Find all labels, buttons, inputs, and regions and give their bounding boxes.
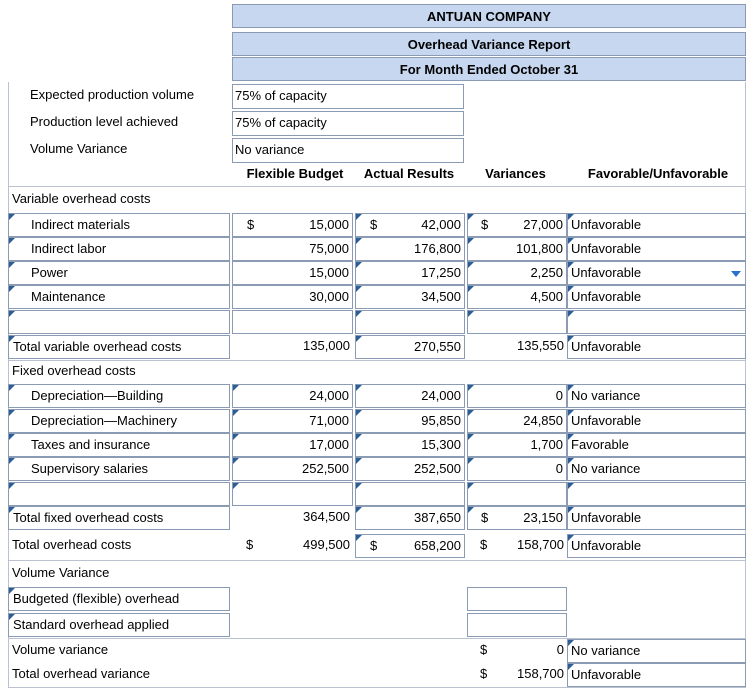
budgeted-overhead-label[interactable]: Budgeted (flexible) overhead	[8, 587, 230, 611]
currency-symbol: $	[370, 538, 378, 553]
currency-symbol: $	[480, 537, 488, 552]
fav-select[interactable]: Unfavorable	[567, 409, 746, 433]
empty-label-input[interactable]	[8, 310, 230, 334]
volume-variance-value: 0	[556, 642, 564, 657]
flexible-value: 17,000	[309, 437, 349, 452]
total-fixed-flexible-value: 364,500	[303, 509, 350, 524]
production-achieved-label: Production level achieved	[30, 114, 179, 129]
total-overhead-variance-cell	[467, 663, 567, 687]
total-overhead-variance-fav-select[interactable]: Unfavorable	[567, 663, 746, 687]
variance-input[interactable]	[467, 384, 567, 408]
total-fixed-actual-input[interactable]	[355, 506, 465, 530]
flexible-input[interactable]	[232, 285, 353, 309]
currency-symbol: $	[247, 217, 255, 232]
actual-value: 34,500	[421, 289, 461, 304]
variance-input[interactable]	[467, 237, 567, 261]
currency-symbol: $	[481, 510, 489, 525]
report-period: For Month Ended October 31	[232, 57, 746, 81]
flexible-value: 15,000	[309, 217, 349, 232]
flexible-value: 75,000	[309, 241, 349, 256]
fav-select[interactable]: Unfavorable	[567, 285, 746, 309]
fav-select[interactable]: Favorable	[567, 433, 746, 457]
variance-input[interactable]	[467, 213, 567, 237]
chevron-down-icon[interactable]	[731, 271, 741, 277]
company-name: ANTUAN COMPANY	[232, 4, 746, 28]
total-variable-flexible	[232, 335, 353, 359]
flexible-value: 15,000	[309, 265, 349, 280]
currency-symbol: $	[370, 217, 378, 232]
flexible-value: 71,000	[309, 413, 349, 428]
variance-value: 2,250	[530, 265, 563, 280]
empty-label-input[interactable]	[8, 482, 230, 506]
volume-variance-row-label: Volume variance	[12, 642, 109, 657]
empty-flexible-input[interactable]	[232, 482, 353, 506]
volume-section-heading: Volume Variance	[12, 565, 110, 580]
total-variable-flexible-value: 135,000	[303, 338, 350, 353]
row-label[interactable]: Depreciation—Building	[8, 384, 230, 408]
variable-heading: Variable overhead costs	[12, 191, 151, 206]
actual-input[interactable]	[355, 261, 465, 285]
report-title: Overhead Variance Report	[232, 32, 746, 56]
total-overhead-actual-value: 658,200	[414, 538, 461, 553]
variance-input[interactable]	[467, 433, 567, 457]
row-label[interactable]: Indirect labor	[8, 237, 230, 261]
standard-applied-label[interactable]: Standard overhead applied	[8, 613, 230, 637]
empty-variance-input[interactable]	[467, 482, 567, 506]
actual-value: 252,500	[414, 461, 461, 476]
actual-input[interactable]	[355, 237, 465, 261]
row-label[interactable]: Supervisory salaries	[8, 457, 230, 481]
variance-value: 27,000	[523, 217, 563, 232]
total-fixed-fav-select[interactable]: Unfavorable	[567, 506, 746, 530]
total-fixed-variance-value: 23,150	[523, 510, 563, 525]
production-achieved-input[interactable]: 75% of capacity	[232, 111, 464, 136]
empty-fav-select[interactable]	[567, 310, 746, 334]
currency-symbol: $	[481, 217, 489, 232]
currency-symbol: $	[246, 537, 254, 552]
col-actual-results: Actual Results	[363, 166, 455, 181]
flexible-input[interactable]	[232, 384, 353, 408]
variance-value: 4,500	[530, 289, 563, 304]
actual-value: 24,000	[421, 388, 461, 403]
total-overhead-variance-label: Total overhead variance	[12, 666, 151, 681]
empty-actual-input[interactable]	[355, 482, 465, 506]
total-overhead-label: Total overhead costs	[12, 537, 132, 552]
flexible-input[interactable]	[232, 213, 353, 237]
total-fixed-label[interactable]: Total fixed overhead costs	[8, 506, 230, 530]
actual-value: 42,000	[421, 217, 461, 232]
volume-variance-label: Volume Variance	[30, 141, 128, 156]
actual-input[interactable]	[355, 409, 465, 433]
fav-select[interactable]	[567, 261, 746, 285]
volume-variance-input[interactable]: No variance	[232, 138, 464, 163]
total-overhead-flexible	[232, 534, 353, 558]
fav-select[interactable]: No variance	[567, 384, 746, 408]
standard-applied-input[interactable]	[467, 613, 567, 637]
currency-symbol: $	[480, 642, 488, 657]
col-favorable-unfavorable: Favorable/Unfavorable	[587, 166, 729, 181]
flexible-input[interactable]	[232, 237, 353, 261]
total-variable-fav-select[interactable]: Unfavorable	[567, 335, 746, 359]
flexible-input[interactable]	[232, 457, 353, 481]
actual-input[interactable]	[355, 457, 465, 481]
volume-variance-value-cell	[467, 639, 567, 663]
total-variable-actual-input[interactable]	[355, 335, 465, 359]
variance-value: 0	[555, 461, 563, 476]
volume-variance-fav-select[interactable]: No variance	[567, 639, 746, 663]
actual-value: 17,250	[421, 265, 461, 280]
actual-value: 15,300	[421, 437, 461, 452]
variance-input[interactable]	[467, 261, 567, 285]
actual-input[interactable]	[355, 213, 465, 237]
variance-value: 1,700	[530, 437, 563, 452]
total-variable-variance	[467, 335, 567, 359]
flexible-value: 24,000	[309, 388, 349, 403]
fav-select[interactable]: No variance	[567, 457, 746, 481]
variance-input[interactable]	[467, 285, 567, 309]
flexible-input[interactable]	[232, 409, 353, 433]
empty-fav-select[interactable]	[567, 482, 746, 506]
row-label[interactable]: Power	[8, 261, 230, 285]
empty-variance-input[interactable]	[467, 310, 567, 334]
row-label[interactable]: Depreciation—Machinery	[8, 409, 230, 433]
total-fixed-actual-value: 387,650	[414, 510, 461, 525]
currency-symbol: $	[480, 666, 488, 681]
flexible-input[interactable]	[232, 433, 353, 457]
empty-actual-input[interactable]	[355, 310, 465, 334]
row-label[interactable]: Indirect materials	[8, 213, 230, 237]
total-overhead-variance-value: 158,700	[517, 666, 564, 681]
fav-select[interactable]: Unfavorable	[567, 213, 746, 237]
budgeted-overhead-input[interactable]	[467, 587, 567, 611]
actual-input[interactable]	[355, 433, 465, 457]
expected-volume-input[interactable]: 75% of capacity	[232, 84, 464, 109]
total-variable-actual-value: 270,550	[414, 339, 461, 354]
variance-value: 24,850	[523, 413, 563, 428]
fav-select-value: Unfavorable	[571, 265, 642, 280]
row-label[interactable]: Taxes and insurance	[8, 433, 230, 457]
total-overhead-variance-value: 158,700	[517, 537, 564, 552]
flexible-value: 252,500	[302, 461, 349, 476]
total-variable-variance-value: 135,550	[517, 338, 564, 353]
actual-input[interactable]	[355, 285, 465, 309]
variance-input[interactable]	[467, 409, 567, 433]
col-variances: Variances	[485, 166, 546, 181]
flexible-input[interactable]	[232, 261, 353, 285]
expected-volume-label: Expected production volume	[30, 87, 195, 102]
actual-value: 176,800	[414, 241, 461, 256]
variance-value: 0	[555, 388, 563, 403]
flexible-value: 30,000	[309, 289, 349, 304]
fixed-heading: Fixed overhead costs	[12, 363, 136, 378]
total-overhead-flexible-value: 499,500	[303, 537, 350, 552]
total-variable-label[interactable]: Total variable overhead costs	[8, 335, 230, 359]
col-flexible-budget: Flexible Budget	[246, 166, 344, 181]
total-overhead-variance	[467, 534, 567, 558]
total-overhead-actual-input[interactable]	[355, 534, 465, 558]
total-fixed-flexible	[232, 506, 353, 530]
overhead-variance-report	[8, 4, 746, 688]
variance-input[interactable]	[467, 457, 567, 481]
actual-value: 95,850	[421, 413, 461, 428]
total-fixed-variance-input[interactable]	[467, 506, 567, 530]
total-overhead-fav-select[interactable]: Unfavorable	[567, 534, 746, 558]
empty-flexible-input[interactable]	[232, 310, 353, 334]
row-label[interactable]: Maintenance	[8, 285, 230, 309]
fav-select[interactable]: Unfavorable	[567, 237, 746, 261]
variance-value: 101,800	[516, 241, 563, 256]
actual-input[interactable]	[355, 384, 465, 408]
